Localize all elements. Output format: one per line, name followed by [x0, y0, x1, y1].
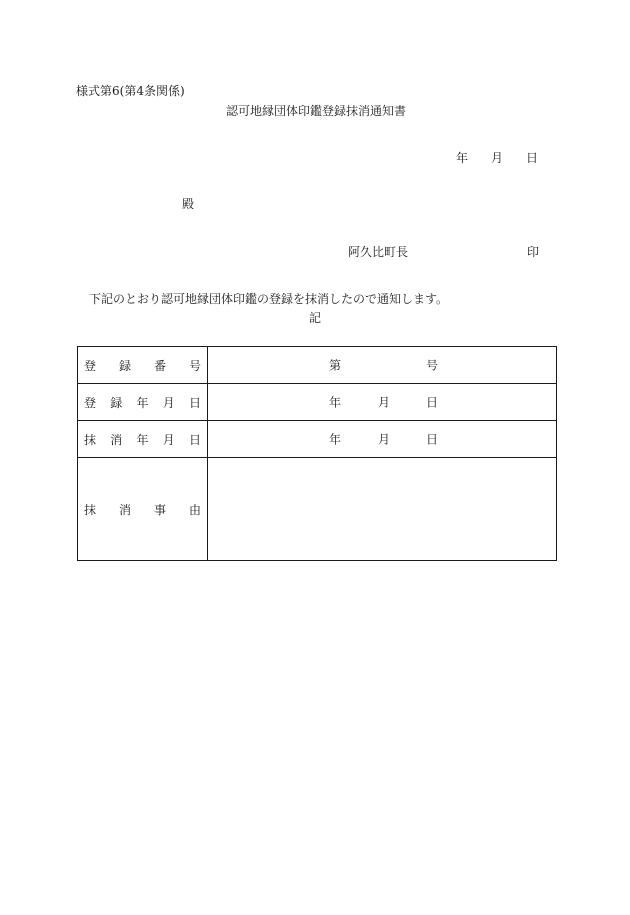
registration-number-value[interactable]: 第 号 — [208, 347, 557, 384]
form-number-label: 様式第6(第4条関係) — [76, 84, 185, 98]
record-table — [77, 346, 557, 561]
cancellation-date-label: 抹 消 年 月 日 — [78, 421, 208, 458]
ki-heading: 記 — [309, 311, 322, 325]
table-row — [78, 347, 557, 384]
table-row — [78, 384, 557, 421]
cancellation-date-value[interactable]: 年 月 日 — [208, 421, 557, 458]
registration-date-value[interactable]: 年 月 日 — [208, 384, 557, 421]
date-month-label: 月 — [491, 151, 504, 165]
registration-date-label: 登 録 年 月 日 — [78, 384, 208, 421]
date-year-label: 年 — [456, 151, 469, 165]
table-row — [78, 458, 557, 561]
document-title: 認可地縁団体印鑑登録抹消通知書 — [226, 104, 407, 118]
notice-body-text: 下記のとおり認可地縁団体印鑑の登録を抹消したので通知します。 — [89, 292, 449, 306]
cancellation-reason-value[interactable] — [208, 458, 557, 561]
cancellation-reason-label: 抹 消 事 由 — [78, 458, 208, 561]
date-day-label: 日 — [526, 151, 539, 165]
seal-mark: 印 — [527, 245, 540, 259]
table-row — [78, 421, 557, 458]
issuer-name: 阿久比町長 — [348, 245, 409, 259]
date-line — [456, 151, 538, 165]
registration-number-label: 登 録 番 号 — [78, 347, 208, 384]
addressee-suffix: 殿 — [182, 197, 195, 211]
